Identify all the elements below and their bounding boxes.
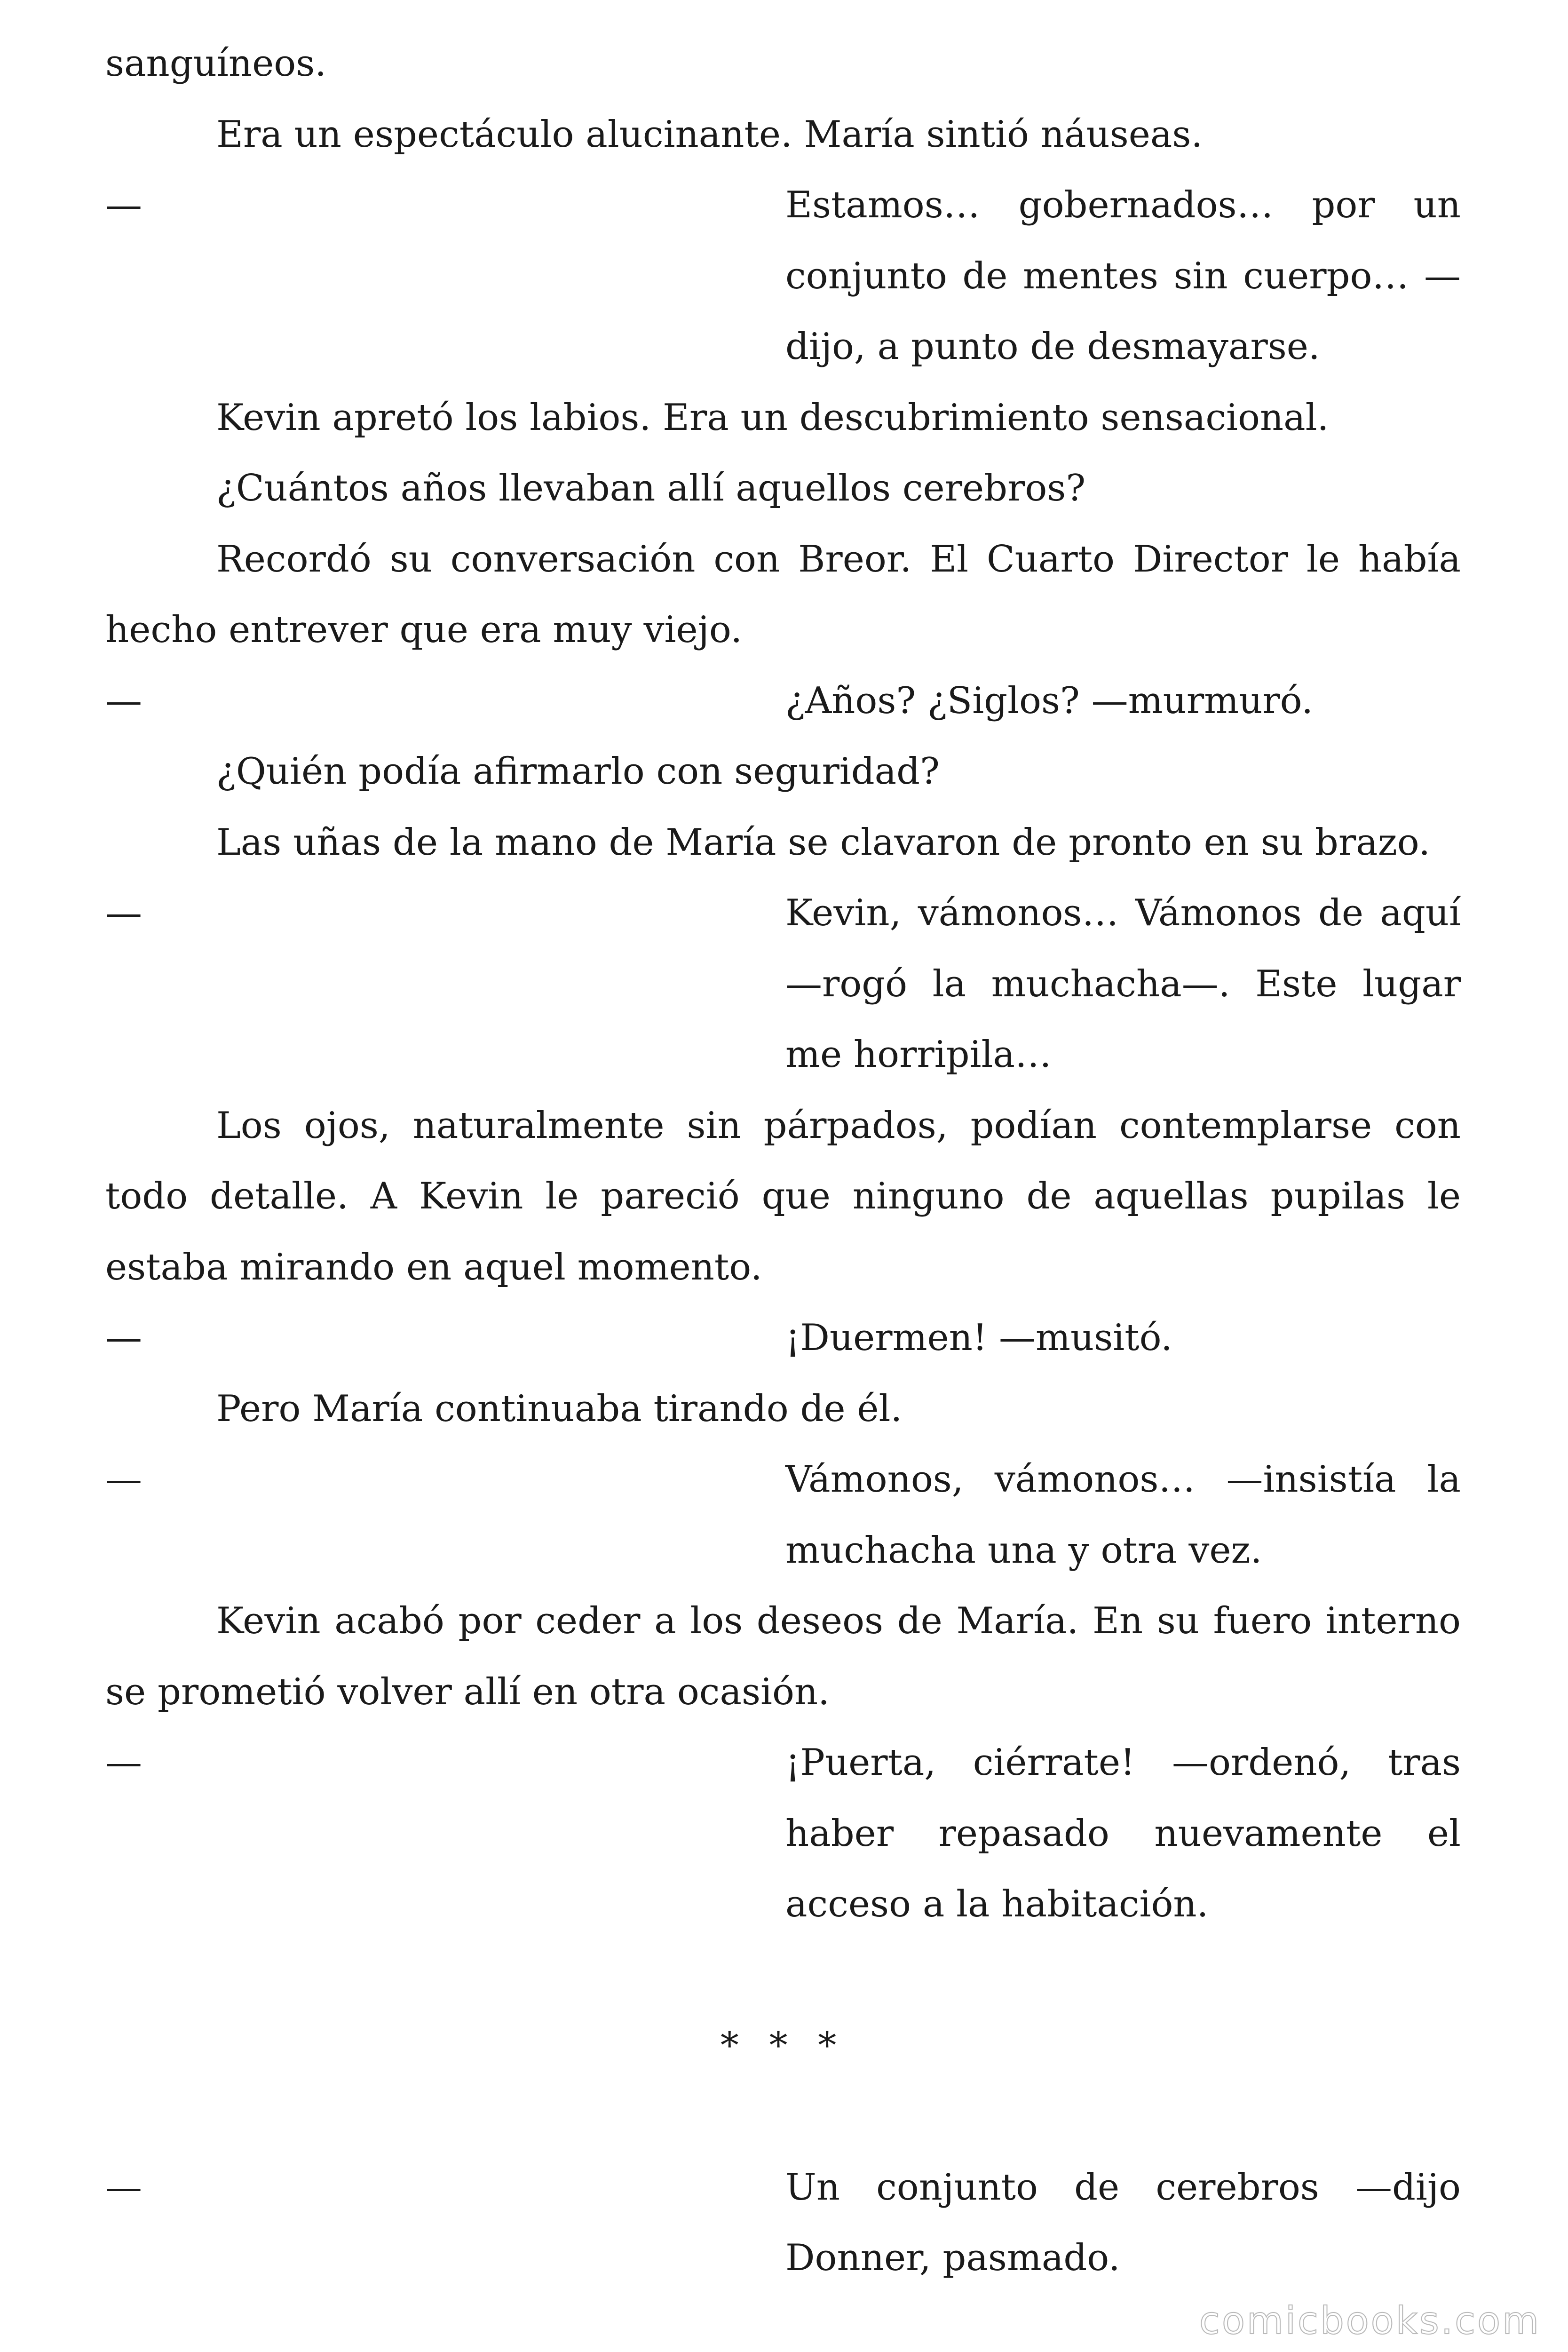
book-page: [105, 28, 1461, 2294]
section-separator: * * *: [720, 2024, 846, 2067]
narrative-paragraph: sanguíneos.: [105, 42, 327, 85]
dialogue-dash: —: [105, 2166, 142, 2209]
dialogue-dash: —: [105, 1741, 142, 1784]
narrative-paragraph: Kevin apretó los labios. Era un descubrimiento sensacional.: [216, 396, 1329, 439]
narrative-paragraph: ¿Cuántos años llevaban allí aquellos cerebros?: [216, 467, 1086, 509]
dialogue-dash: —: [105, 679, 142, 722]
narrative-paragraph: Kevin acabó por ceder a los deseos de María. En su fuero interno se prometió volver allí en otra ocasión.: [105, 1600, 1461, 1713]
narrative-paragraph: Los ojos, naturalmente sin párpados, podían contemplarse con todo detalle. A Kevin le pareció que ninguno de aquellas pupilas le estaba mirando en aquel momento.: [105, 1104, 1461, 1288]
dialogue-speech: ¡Duermen! —musitó.: [785, 1317, 1172, 1359]
dialogue-line: [105, 2152, 1461, 2294]
dialogue-line: [105, 666, 1461, 737]
dialogue-speech: ¡Puerta, ciérrate! —ordenó, tras haber repasado nuevamente el acceso a la habitación.: [785, 1741, 1461, 1925]
dialogue-line: [105, 1303, 1461, 1374]
dialogue-line: [105, 878, 1461, 1090]
narrative-paragraph: Recordó su conversación con Breor. El Cuarto Director le había hecho entrever que era muy viejo.: [105, 538, 1461, 651]
dialogue-speech: ¿Años? ¿Siglos? —murmuró.: [785, 679, 1314, 722]
dialogue-line: [105, 1727, 1461, 1940]
narrative-paragraph: Pero María continuaba tirando de él.: [216, 1387, 903, 1430]
dialogue-line: [105, 1444, 1461, 1586]
dialogue-dash: —: [105, 892, 142, 934]
dialogue-speech: Kevin, vámonos… Vámonos de aquí —rogó la muchacha—. Este lugar me horripila…: [785, 892, 1461, 1076]
dialogue-speech: Estamos… gobernados… por un conjunto de mentes sin cuerpo… —dijo, a punto de desmayarse.: [785, 184, 1461, 368]
watermark-logo: comicbooks.com: [1199, 2299, 1541, 2343]
dialogue-dash: —: [105, 1317, 142, 1359]
dialogue-line: [105, 170, 1461, 382]
dialogue-speech: Un conjunto de cerebros —dijo Donner, pasmado.: [785, 2166, 1461, 2279]
dialogue-dash: —: [105, 184, 142, 226]
narrative-paragraph: ¿Quién podía afirmarlo con seguridad?: [216, 750, 940, 793]
dialogue-dash: —: [105, 1458, 142, 1501]
narrative-paragraph: Era un espectáculo alucinante. María sintió náuseas.: [216, 113, 1203, 156]
narrative-paragraph: Las uñas de la mano de María se clavaron de pronto en su brazo.: [216, 821, 1431, 864]
dialogue-speech: Vámonos, vámonos… —insistía la muchacha una y otra vez.: [785, 1458, 1461, 1572]
